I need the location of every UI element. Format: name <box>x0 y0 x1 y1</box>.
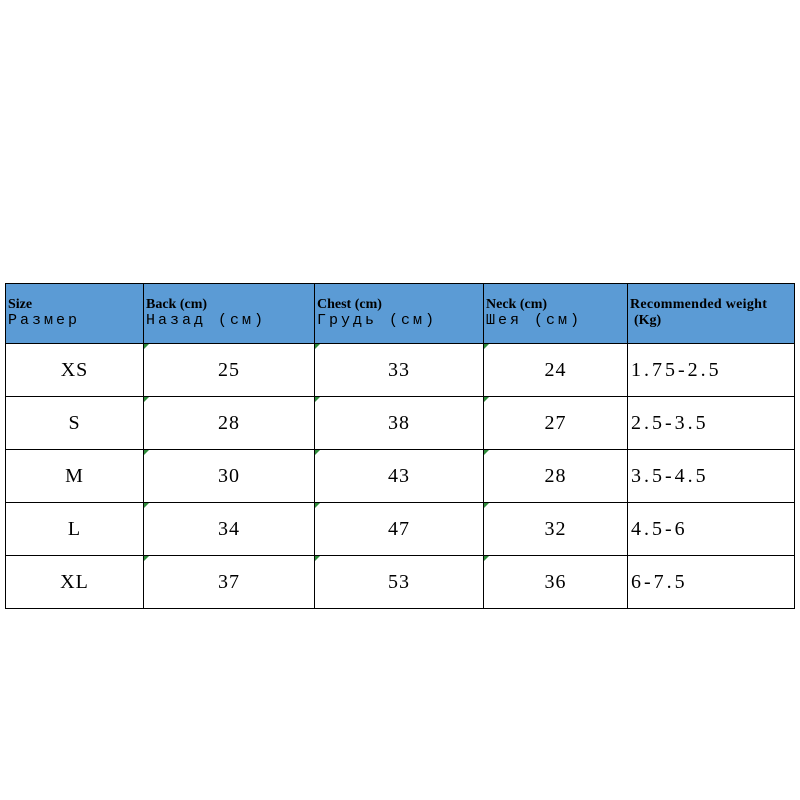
corner-mark-icon <box>484 503 489 508</box>
header-row <box>6 284 795 344</box>
weight-cell: 6-7.5 <box>628 556 795 609</box>
header-size-en: Size <box>8 297 33 312</box>
corner-mark-icon <box>315 450 320 455</box>
corner-mark-icon <box>315 397 320 402</box>
back-cell <box>144 503 315 556</box>
neck-cell <box>484 344 628 397</box>
chest-cell <box>315 450 484 503</box>
back-cell <box>144 344 315 397</box>
neck-cell <box>484 450 628 503</box>
corner-mark-icon <box>484 450 489 455</box>
back-cell <box>144 397 315 450</box>
header-back-en: Back (cm) <box>146 297 208 312</box>
size-cell: XL <box>6 556 144 609</box>
chest-cell <box>315 344 484 397</box>
back-cell <box>144 556 315 609</box>
neck-value: 24 <box>544 358 567 381</box>
neck-value: 36 <box>544 570 567 593</box>
weight-cell: 1.75-2.5 <box>628 344 795 397</box>
size-cell: L <box>6 503 144 556</box>
table-row <box>6 397 795 450</box>
header-size <box>6 284 144 344</box>
neck-value: 27 <box>544 411 567 434</box>
weight-cell: 4.5-6 <box>628 503 795 556</box>
chest-cell <box>315 556 484 609</box>
weight-cell: 2.5-3.5 <box>628 397 795 450</box>
neck-cell <box>484 556 628 609</box>
corner-mark-icon <box>315 556 320 561</box>
neck-value: 28 <box>544 464 567 487</box>
chest-value: 38 <box>388 411 410 434</box>
size-cell: M <box>6 450 144 503</box>
weight-cell: 3.5-4.5 <box>628 450 795 503</box>
corner-mark-icon <box>484 397 489 402</box>
corner-mark-icon <box>144 344 149 349</box>
table-row <box>6 556 795 609</box>
neck-cell <box>484 397 628 450</box>
header-neck-ru: Шея (см) <box>486 312 583 329</box>
header-neck <box>484 284 628 344</box>
corner-mark-icon <box>144 503 149 508</box>
header-neck-en: Neck (cm) <box>486 297 548 312</box>
chest-value: 43 <box>388 464 410 487</box>
chest-value: 47 <box>388 517 410 540</box>
chest-cell <box>315 503 484 556</box>
header-weight <box>628 284 795 344</box>
back-value: 34 <box>218 517 240 540</box>
chest-cell <box>315 397 484 450</box>
corner-mark-icon <box>484 556 489 561</box>
header-back-ru: Назад (см) <box>146 312 267 329</box>
size-cell: XS <box>6 344 144 397</box>
corner-mark-icon <box>144 397 149 402</box>
corner-mark-icon <box>484 344 489 349</box>
header-chest-en: Chest (cm) <box>317 297 382 312</box>
corner-mark-icon <box>144 450 149 455</box>
table-row <box>6 344 795 397</box>
back-cell <box>144 450 315 503</box>
header-back <box>144 284 315 344</box>
header-size-ru: Размер <box>8 312 81 329</box>
corner-mark-icon <box>315 503 320 508</box>
chest-value: 53 <box>388 570 410 593</box>
header-weight-en: Recommended weight <box>630 297 768 312</box>
size-cell: S <box>6 397 144 450</box>
back-value: 28 <box>218 411 240 434</box>
header-weight-unit: (Kg) <box>634 313 662 328</box>
size-chart-table <box>5 283 795 609</box>
back-value: 30 <box>218 464 240 487</box>
back-value: 25 <box>218 358 240 381</box>
header-chest-ru: Грудь (см) <box>317 312 438 329</box>
chest-value: 33 <box>388 358 410 381</box>
table-row <box>6 503 795 556</box>
back-value: 37 <box>218 570 240 593</box>
neck-value: 32 <box>544 517 567 540</box>
corner-mark-icon <box>315 344 320 349</box>
header-chest <box>315 284 484 344</box>
neck-cell <box>484 503 628 556</box>
corner-mark-icon <box>144 556 149 561</box>
table-row <box>6 450 795 503</box>
